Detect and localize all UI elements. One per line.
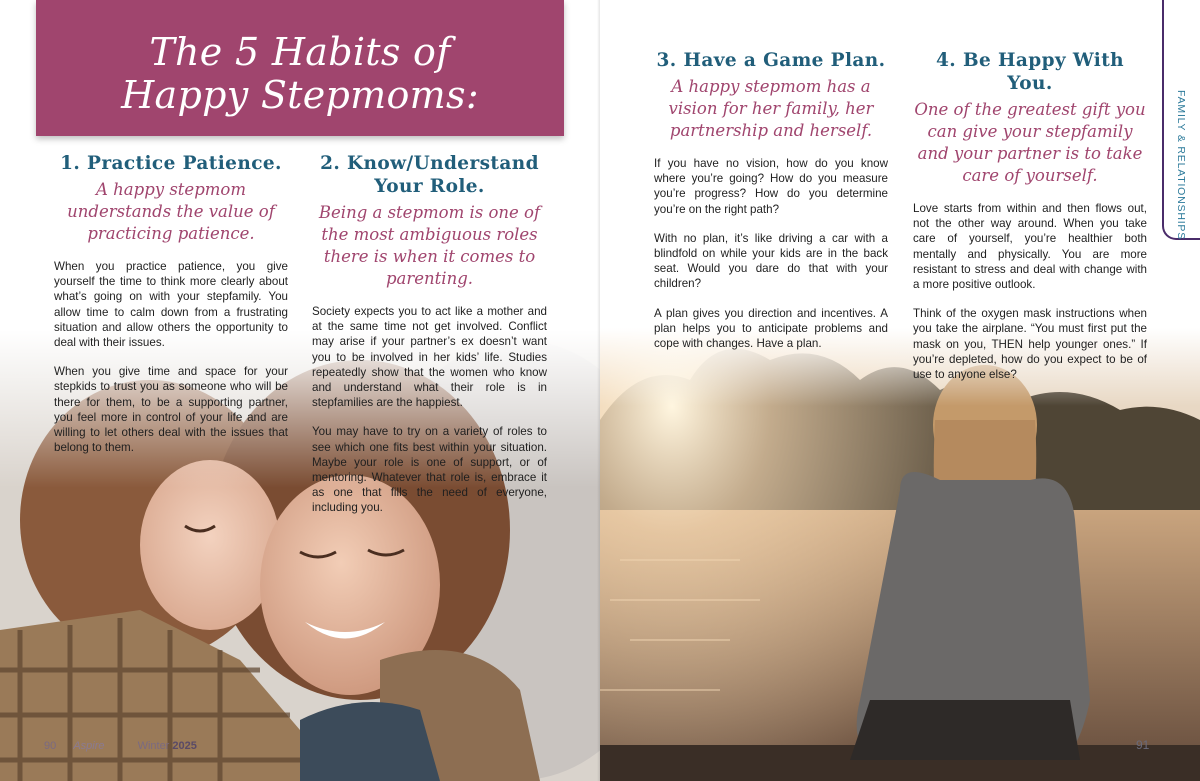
page-title: The 5 Habits of Happy Stepmoms: [121, 30, 479, 117]
habit-subheading: A happy stepmom has a vision for her family, her partnership and herself. [668, 77, 874, 140]
section-tab-label-box [1166, 89, 1196, 241]
habit-paragraph: You may have to try on a variety of roles to see which one fits best within your situation. Maybe your role is one of support, or of mentoring. Whatever that role is, embrace it as one that fills the need of everyone, including you. [312, 425, 547, 515]
habit-paragraph: A plan gives you direction and incentives. A plan helps you to anticipate problems and cope with changes. Have a plan. [654, 306, 888, 351]
issue-season: Winter [137, 740, 170, 752]
title-banner [36, 0, 564, 136]
section-tab-label: FAMILY & RELATIONSHIPS [1175, 89, 1187, 241]
habit-subheading: Being a stepmom is one of the most ambiguous roles there is when it comes to parenting. [318, 203, 541, 288]
habit-heading: 3. Have a Game Plan. [656, 50, 886, 71]
habit-paragraph: When you practice patience, you give yourself the time to think more clearly about what’s going on with your stepfamily. You allow time to calm down from a frustrating situation and allow others the opportunity to deal with their issues. [54, 260, 288, 350]
habit-paragraph: Think of the oxygen mask instructions when you take the airplane. “You must first put the mask on you, THEN help younger ones.” If you’re depleted, how do you expect to be of use to anyone else? [913, 307, 1147, 382]
habit-paragraph: When you give time and space for your stepkids to trust you as someone who will be there for them, to be a supporting partner, you feel more in control of your life and are willing to let others deal with the issues that belong to them. [54, 365, 288, 455]
habit-2 [312, 152, 547, 516]
habit-1 [54, 152, 288, 455]
right-page-number: 91 [1136, 738, 1150, 752]
left-page-number: 90 [44, 740, 57, 752]
habit-heading: 2. Know/Understand Your Role. [320, 153, 539, 197]
habit-3 [654, 49, 888, 351]
habit-paragraph: Society expects you to act like a mother and at the same time not get involved. Conflict may arise if your partner’s ex doesn’t want you to be involved in her kids’ life. Studies repeatedly show that the women who know and understand what their role is in stepfamilies are the happiest. [312, 305, 547, 410]
habit-heading: 4. Be Happy With You. [935, 50, 1124, 94]
magazine-name: Aspire [73, 740, 105, 752]
habit-4 [913, 49, 1147, 382]
habit-paragraph: With no plan, it’s like driving a car with a blindfold on while your kids are in the back seat. Would you dare do that with your children? [654, 231, 888, 291]
left-footer [44, 740, 197, 752]
habit-paragraph: Love starts from within and then flows out, not the other way around. When you take care of yourself, you’re healthier both mentally and physically. You are more resistant to stress and deal with change with a more positive outlook. [913, 202, 1147, 292]
habit-subheading: One of the greatest gift you can give your stepfamily and your partner is to take care of yourself. [914, 100, 1146, 185]
habit-heading: 1. Practice Patience. [60, 153, 282, 174]
habit-subheading: A happy stepmom understands the value of practicing patience. [67, 180, 275, 243]
issue-year: 2025 [172, 740, 197, 752]
habit-paragraph: If you have no vision, how do you know where you’re going? How do you measure you’re progress? How do you determine you’re on the right path? [654, 157, 888, 216]
